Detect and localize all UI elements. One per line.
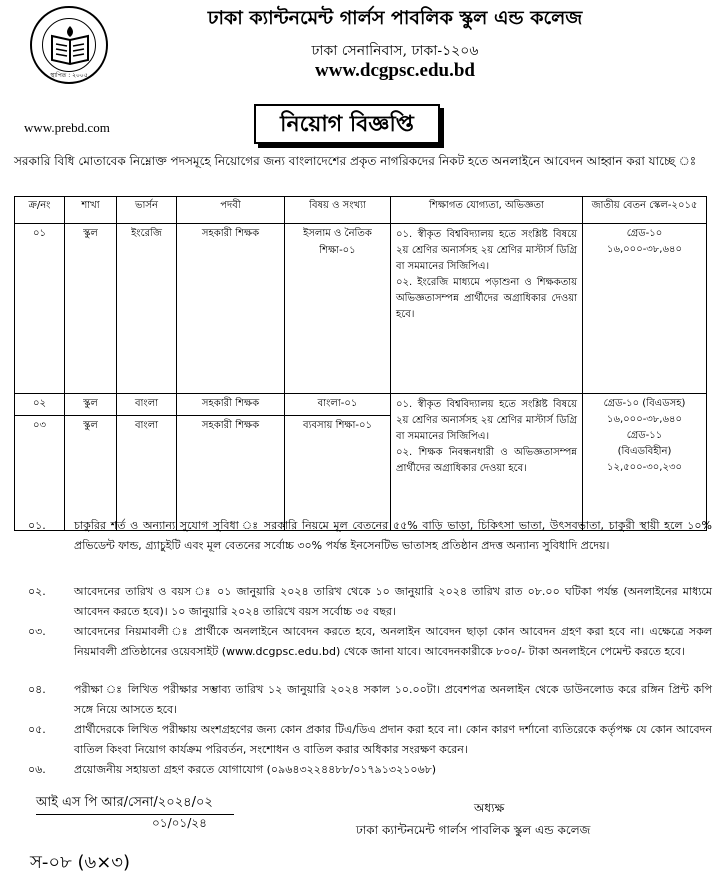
cell-subject: বাংলা-০১ xyxy=(285,394,391,416)
col-header-serial: ক্র/নং xyxy=(15,197,65,224)
signatory-title: অধ্যক্ষ xyxy=(474,801,505,815)
qualification-item: ০২. ইংরেজি মাধ্যমে পড়াশুনা ও শিক্ষকতায় অভিজ্ঞতাসম্পন্ন প্রার্থীদের অগ্রাধিকার দেওয়া হবে। xyxy=(396,277,577,320)
condition-text: আবেদনের তারিখ ও বয়স ঃ ০১ জানুয়ারি ২০২৪ তারিখ থেকে ১০ জানুয়ারি ২০২৪ তারিখ রাত ০৮.০০ ঘটিকা পর্যন্ত (অনলাইনের মাধ্যমে আবেদন করতে হবে)। ১০ জানুয়ারি ২০২৪ তারিখে বয়স সর্বোচ্চ ৩৫ বছর। xyxy=(74,585,712,618)
cell-subject: ব্যবসায় শিক্ষা-০১ xyxy=(285,416,391,531)
salary-note: (বিএডবিহীন) xyxy=(617,446,672,457)
salary-range: ১২,৫০০-৩০,২৩০ xyxy=(607,462,682,473)
condition-number: ০১. xyxy=(28,519,46,532)
condition-text: প্রয়োজনীয় সহায়তা গ্রহণ করতে যোগাযোগ (০৯৬৪৩২২৪৪৮৮/০১৭৯১৩২১০৬৮) xyxy=(74,763,437,776)
salary-grade: গ্রেড-১০ (বিএডসহ) xyxy=(603,398,686,409)
cell-salary xyxy=(583,224,707,394)
memo-date: ০১/০১/২৪ xyxy=(152,816,207,830)
cell-subject: ইসলাম ও নৈতিক শিক্ষা-০১ xyxy=(285,224,391,394)
table-header-row xyxy=(15,197,707,224)
logo-year: স্থাপিত : ২০০৫ xyxy=(50,72,88,79)
notice-title: নিয়োগ বিজ্ঞপ্তি xyxy=(254,104,440,144)
salary-range: ১৬,০০০-৩৮,৬৪০ xyxy=(607,414,682,425)
cell-post: সহকারী শিক্ষক xyxy=(177,394,285,416)
cell-branch: স্কুল xyxy=(65,394,117,416)
cell-branch: স্কুল xyxy=(65,224,117,394)
condition-number: ০২. xyxy=(28,585,46,598)
condition-number: ০৬. xyxy=(28,763,46,776)
memo-number: আই এস পি আর/সেনা/২০২৪/০২ xyxy=(36,795,213,810)
cell-post: সহকারী শিক্ষক xyxy=(177,224,285,394)
ad-code: স-০৮ (৬×৩) xyxy=(30,852,131,873)
cell-version: ইংরেজি xyxy=(117,224,177,394)
cell-post: সহকারী শিক্ষক xyxy=(177,416,285,531)
col-header-subject: বিষয় ও সংখ্যা xyxy=(285,197,391,224)
condition-number: ০৫. xyxy=(28,723,46,736)
col-header-qualification: শিক্ষাগত যোগ্যতা, অভিজ্ঞতা xyxy=(391,197,583,224)
salary-grade: গ্রেড-১১ xyxy=(626,430,663,441)
qualification-item: ০২. শিক্ষক নিবন্ধনধারী ও অভিজ্ঞতাসম্পন্ন প্রার্থীদের অগ্রাধিকার দেওয়া হবে। xyxy=(396,447,577,474)
condition-text: চাকুরির শর্ত ও অন্যান্য সুযোগ সুবিধা ঃ সরকারি নিয়মে মূল বেতনের ৫৫% বাড়ি ভাড়া, চিকিৎসা ভাতা, উৎসবভাতা, চাকুরী স্থায়ী হলে ১০% প্রভিডেন্ট ফান্ড, গ্র্যাচুইটি এবং মূল বেতনের সর্বোচ্চ ৩০% পর্যন্ত ইনসেনটিভ ভাতাসহ প্রতিষ্ঠান প্রদত্ত অন্যান্য সুবিধাদি প্রদেয়। xyxy=(74,519,712,552)
cell-serial: ০২ xyxy=(15,394,65,416)
salary-grade: গ্রেড-১০ xyxy=(626,228,663,239)
col-header-branch: শাখা xyxy=(65,197,117,224)
col-header-post: পদবী xyxy=(177,197,285,224)
vacancy-table xyxy=(14,196,707,531)
qualification-item: ০১. স্বীকৃত বিশ্ববিদ্যালয় হতে সংশ্লিষ্ট বিষয়ে ২য় শ্রেণির অনার্সসহ ২য় শ্রেণির মাস্টার্স ডিগ্রি বা সমমানের সিজিপিএ। xyxy=(396,229,577,272)
book-emblem-icon xyxy=(46,22,94,70)
table-row xyxy=(15,394,707,416)
school-website: www.dcgpsc.edu.bd xyxy=(315,60,475,81)
intro-paragraph: সরকারি বিধি মোতাবেক নিম্নোক্ত পদসমূহে নিয়োগের জন্য বাংলাদেশের প্রকৃত নাগরিকদের নিকট হতে অনলাইনে আবেদন আহ্বান করা যাচ্ছে ঃ xyxy=(14,154,697,168)
cell-salary-shared xyxy=(583,394,707,531)
school-logo xyxy=(30,6,108,84)
col-header-salary: জাতীয় বেতন স্কেল-২০১৫ xyxy=(583,197,707,224)
cell-serial: ০১ xyxy=(15,224,65,394)
salary-range: ১৬,০০০-৩৮,৬৪০ xyxy=(607,244,682,255)
school-name: ঢাকা ক্যান্টনমেন্ট গার্লস পাবলিক স্কুল এন্ড কলেজ xyxy=(207,7,583,29)
cell-qualification xyxy=(391,224,583,394)
cell-version: বাংলা xyxy=(117,394,177,416)
watermark-text: www.prebd.com xyxy=(24,120,110,135)
table-row xyxy=(15,224,707,394)
cell-qualification-shared xyxy=(391,394,583,531)
condition-text: প্রার্থীদেরকে লিখিত পরীক্ষায় অংশগ্রহণের জন্য কোন প্রকার টিএ/ডিএ প্রদান করা হবে না। কোন কারণ দর্শানো ব্যতিরেকে কর্তৃপক্ষ যে কোন আবেদন বাতিল কিংবা নিয়োগ কার্যক্রম পরিবর্তন, সংশোধন ও বাতিল করার অধিকার সংরক্ষণ করেন। xyxy=(74,723,712,756)
condition-number: ০৪. xyxy=(28,683,46,696)
signatory-organization: ঢাকা ক্যান্টনমেন্ট গার্লস পাবলিক স্কুল এন্ড কলেজ xyxy=(356,823,591,837)
cell-branch: স্কুল xyxy=(65,416,117,531)
condition-number: ০৩. xyxy=(28,625,46,638)
condition-text: পরীক্ষা ঃ লিখিত পরীক্ষার সম্ভাব্য তারিখ ১২ জানুয়ারি ২০২৪ সকাল ১০.০০টা। প্রবেশপত্র অনলাইন থেকে ডাউনলোড করে রঙ্গিন প্রিন্ট কপি সঙ্গে নিয়ে আসতে হবে। xyxy=(74,683,712,716)
col-header-version: ভার্সন xyxy=(117,197,177,224)
cell-serial: ০৩ xyxy=(15,416,65,531)
school-address: ঢাকা সেনানিবাস, ঢাকা-১২০৬ xyxy=(311,43,479,59)
qualification-item: ০১. স্বীকৃত বিশ্ববিদ্যালয় হতে সংশ্লিষ্ট বিষয়ে ২য় শ্রেণির অনার্সসহ ২য় শ্রেণির মাস্টার্স ডিগ্রি বা সমমানের সিজিপিএ। xyxy=(396,399,577,442)
condition-text: আবেদনের নিয়মাবলী ঃ প্রার্থীকে অনলাইনে আবেদন করতে হবে, অনলাইন আবেদন ছাড়া কোন আবেদন গ্রহণ করা হবে না। এক্ষেত্রে সকল নিয়মাবলী প্রতিষ্ঠানের ওয়েবসাইট (www.dcgpsc.edu.bd) থেকে জানা যাবে। আবেদনকারীকে ৮০০/- টাকা অনলাইনে পেমেন্ট করতে হবে। xyxy=(74,625,712,658)
cell-version: বাংলা xyxy=(117,416,177,531)
